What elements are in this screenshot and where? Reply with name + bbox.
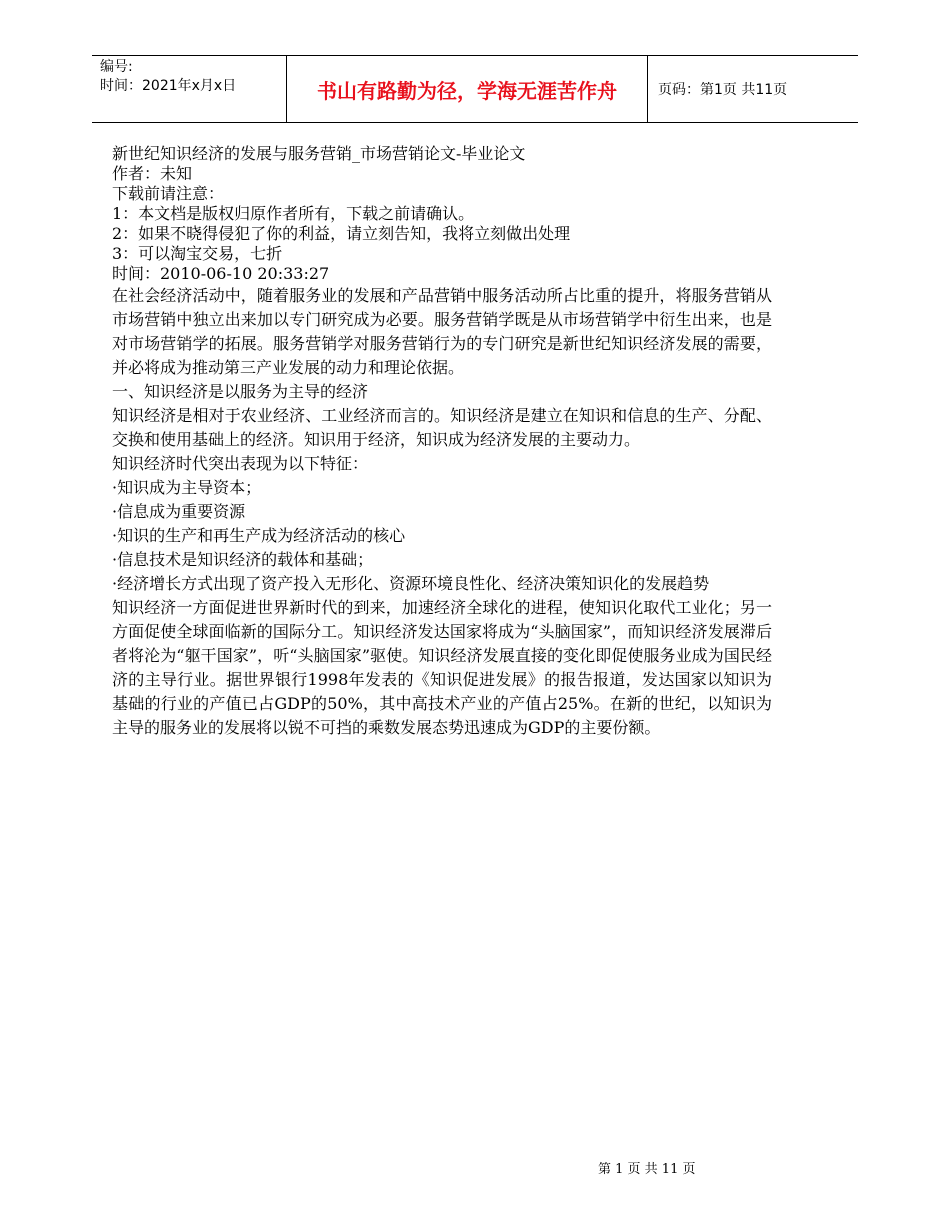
download-notice-title: 下载前请注意：	[112, 184, 225, 203]
section-heading: 一、知识经济是以服务为主导的经济	[112, 382, 369, 401]
header-motto: 书山有路勤为径，学海无涯苦作舟	[286, 56, 648, 122]
definition-paragraph: 知识经济是相对于农业经济、工业经济而言的。知识经济是建立在知识和信息的生产、分配、交换和使用基础上的经济。知识用于经济，知识成为经济发展的主要动力。	[112, 406, 772, 449]
document-timestamp: 时间：2010-06-10 20:33:27	[112, 264, 330, 283]
notice-item: 2：如果不晓得侵犯了你的利益，请立刻告知，我将立刻做出处理	[112, 224, 571, 243]
feature-item: ·信息成为重要资源	[112, 502, 246, 521]
document-author: 作者：未知	[112, 164, 193, 183]
intro-paragraph: 在社会经济活动中，随着服务业的发展和产品营销中服务活动所占比重的提升，将服务营销从市场营销中独立出来加以专门研究成为必要。服务营销学既是从市场营销学中衍生出来，也是对市场营销学的拓展。服务营销学对服务营销行为的专门研究是新世纪知识经济发展的需要，并必将成为推动第三产业发展的动力和理论依据。	[112, 286, 772, 377]
header-time-label: 时间：2021年x月x日	[100, 78, 237, 94]
header-page-info: 页码：第1页 共11页	[658, 82, 788, 98]
feature-item: ·信息技术是知识经济的载体和基础；	[112, 550, 374, 569]
features-intro: 知识经济时代突出表现为以下特征：	[112, 454, 369, 473]
header-number-label: 编号:	[100, 59, 133, 75]
document-body	[112, 144, 772, 740]
document-title: 新世纪知识经济的发展与服务营销_市场营销论文-毕业论文	[112, 144, 526, 163]
feature-item: ·知识成为主导资本；	[112, 478, 262, 497]
header-table	[92, 55, 858, 123]
feature-item: ·知识的生产和再生产成为经济活动的核心	[112, 526, 406, 545]
footer-page-number: 第 1 页 共 11 页	[598, 1162, 696, 1177]
globalization-paragraph: 知识经济一方面促进世界新时代的到来，加速经济全球化的进程，使知识化取代工业化；另一方面促使全球面临新的国际分工。知识经济发达国家将成为“头脑国家”，而知识经济发展滞后者将沦为“躯干国家”，听“头脑国家”驱使。知识经济发展直接的变化即促使服务业成为国民经济的主导行业。据世界银行1998年发表的《知识促进发展》的报告报道，发达国家以知识为基础的行业的产值已占GDP的50%，其中高技术产业的产值占25%。在新的世纪，以知识为主导的服务业的发展将以锐不可挡的乘数发展态势迅速成为GDP的主要份额。	[112, 598, 772, 737]
header-meta	[100, 58, 286, 120]
notice-item: 3：可以淘宝交易，七折	[112, 244, 283, 263]
feature-item: ·经济增长方式出现了资产投入无形化、资源环境良性化、经济决策知识化的发展趋势	[112, 574, 710, 593]
notice-item: 1：本文档是版权归原作者所有，下载之前请确认。	[112, 204, 475, 223]
